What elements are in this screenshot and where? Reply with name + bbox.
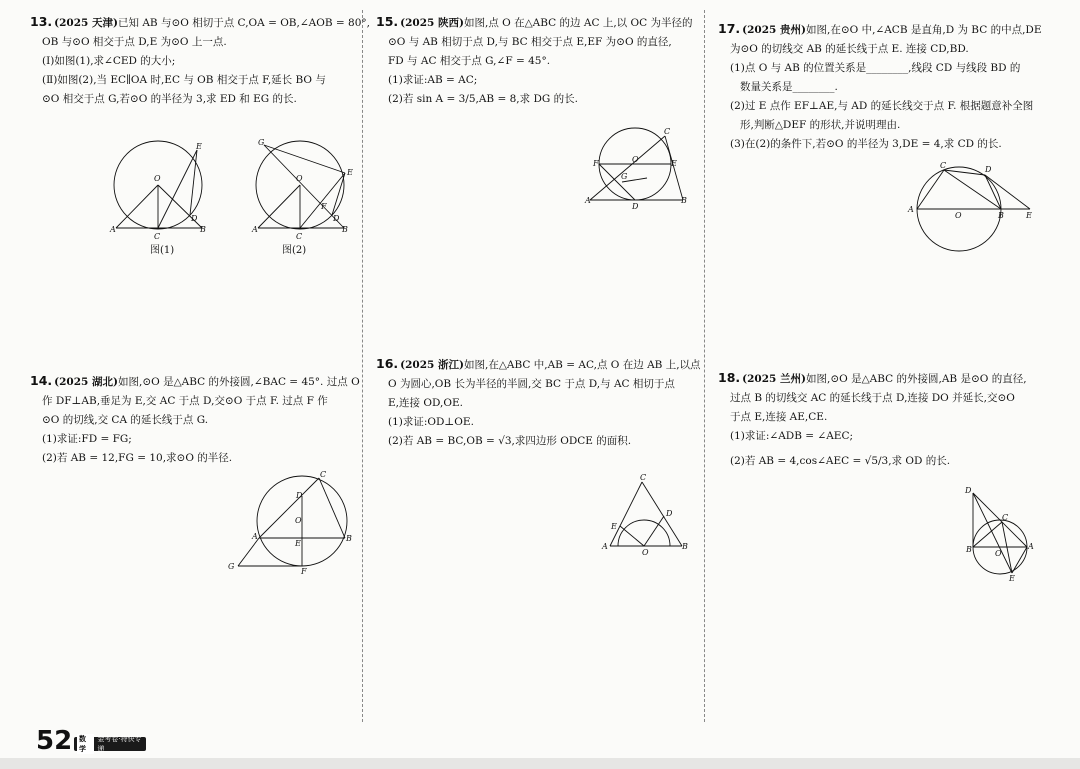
figure-point-label: C bbox=[296, 232, 303, 241]
problem-text: (2)若 sin A = 3/5,AB = 8,求 DG 的长. bbox=[388, 93, 578, 105]
figure-point-label: E bbox=[295, 539, 301, 548]
problem-text: (1)求证:∠ADB = ∠AEC; bbox=[730, 430, 854, 442]
problem-text: ⊙O 相交于点 G,若⊙O 的半径为 3,求 ED 和 EG 的长. bbox=[42, 93, 297, 105]
problem-number: 17. bbox=[718, 21, 741, 36]
figure-point-label: F bbox=[301, 567, 307, 576]
problem-text: (2)若 AB = 4,cos∠AEC = √5/3,求 OD 的长. bbox=[730, 455, 951, 467]
figure-point-label: O bbox=[995, 549, 1002, 558]
problem-17 bbox=[718, 19, 1058, 154]
figure-point-label: C bbox=[940, 161, 947, 170]
problem-text: (3)在(2)的条件下,若⊙O 的半径为 3,DE = 4,求 CD 的长. bbox=[730, 138, 1002, 150]
problem-text: 于点 E,连接 AE,CE. bbox=[730, 411, 828, 423]
problem-text: (1)求证:OD⊥OE. bbox=[388, 416, 474, 428]
problem-source: (2025 天津) bbox=[54, 17, 118, 29]
figure-point-label: F bbox=[593, 159, 599, 168]
problem-text: OB 与⊙O 相交于点 D,E 为⊙O 上一点. bbox=[42, 36, 227, 48]
page-number: 52 bbox=[36, 726, 73, 756]
problem-text: O 为圆心,OB 长为半径的半圆,交 BC 于点 D,与 AC 相切于点 bbox=[388, 378, 675, 390]
figure-point-label: B bbox=[682, 542, 688, 551]
problem-number: 18. bbox=[718, 370, 741, 385]
figure-point-label: A bbox=[110, 225, 116, 234]
figure-point-label: D bbox=[666, 509, 673, 518]
figure-point-label: A bbox=[908, 205, 914, 214]
problem-text: 形,判断△DEF 的形状,并说明理由. bbox=[740, 119, 901, 131]
bottom-edge bbox=[0, 758, 1080, 769]
problem-15 bbox=[376, 12, 701, 109]
figure-point-label: E bbox=[671, 159, 677, 168]
figure-point-label: O bbox=[955, 211, 962, 220]
problem-text: (2)过 E 点作 EF⊥AE,与 AD 的延长线交于点 F. 根据题意补全图 bbox=[730, 100, 1034, 112]
problem-16 bbox=[376, 354, 701, 451]
figure-14 bbox=[228, 468, 358, 576]
figure-caption: 图(1) bbox=[150, 245, 175, 256]
figure-point-label: O bbox=[296, 174, 303, 183]
problem-source: (2025 湖北) bbox=[54, 376, 118, 388]
figure-13-2 bbox=[252, 135, 362, 240]
figure-point-label: C bbox=[664, 127, 671, 136]
figure-point-label: A bbox=[252, 225, 258, 234]
problem-text: (2)若 AB = BC,OB = √3,求四边形 ODCE 的面积. bbox=[388, 435, 632, 447]
figure-point-label: D bbox=[965, 486, 972, 495]
figure-16 bbox=[602, 474, 692, 559]
figure-point-label: G bbox=[258, 138, 265, 147]
problem-18 bbox=[718, 368, 1058, 471]
figure-point-label: O bbox=[642, 548, 649, 557]
figure-point-label: C bbox=[640, 473, 647, 482]
figure-13-1 bbox=[110, 135, 220, 240]
figure-point-label: E bbox=[1026, 211, 1032, 220]
figure-point-label: A bbox=[1028, 542, 1034, 551]
problem-text: 如图,在⊙O 中,∠ACB 是直角,D 为 BC 的中点,DE bbox=[805, 24, 1042, 36]
figure-point-label: E bbox=[1009, 574, 1015, 583]
problem-text: 作 DF⊥AB,垂足为 E,交 AC 于点 D,交⊙O 于点 F. 过点 F 作 bbox=[42, 395, 328, 407]
problem-source: (2025 浙江) bbox=[400, 359, 464, 371]
figure-17 bbox=[908, 160, 1038, 252]
problem-text: 如图,点 O 在△ABC 的边 AC 上,以 OC 为半径的 bbox=[463, 17, 693, 29]
problem-text: 为⊙O 的切线交 AB 的延长线于点 E. 连接 CD,BD. bbox=[730, 43, 969, 55]
figure-point-label: A bbox=[252, 532, 258, 541]
figure-point-label: D bbox=[296, 491, 303, 500]
problem-13 bbox=[30, 12, 370, 109]
figure-point-label: G bbox=[621, 172, 628, 181]
problem-text: (1)点 O 与 AB 的位置关系是________,线段 CD 与线段 BD 的 bbox=[730, 62, 1021, 74]
problem-number: 15. bbox=[376, 14, 399, 29]
figure-point-label: E bbox=[347, 168, 353, 177]
figure-point-label: C bbox=[320, 470, 327, 479]
badge-subject: 数学 bbox=[77, 734, 94, 754]
problem-text: 如图,⊙O 是△ABC 的外接圆,∠BAC = 45°. 过点 O bbox=[117, 376, 360, 388]
figure-caption: 图(2) bbox=[282, 245, 307, 256]
badge-text: 金考卷·特快专递 bbox=[97, 735, 142, 753]
figure-point-label: A bbox=[585, 196, 591, 205]
problem-text: (1)求证:FD = FG; bbox=[42, 433, 132, 445]
figure-point-label: F bbox=[321, 202, 327, 211]
figure-point-label: D bbox=[191, 214, 198, 223]
figure-point-label: E bbox=[196, 142, 202, 151]
figure-point-label: C bbox=[154, 232, 161, 241]
figure-point-label: D bbox=[985, 165, 992, 174]
figure-point-label: A bbox=[602, 542, 608, 551]
problem-number: 13. bbox=[30, 14, 53, 29]
figure-point-label: G bbox=[228, 562, 235, 571]
problem-text: (Ⅰ)如图(1),求∠CED 的大小; bbox=[42, 55, 176, 67]
problem-text: 数量关系是________. bbox=[740, 81, 838, 93]
figure-point-label: B bbox=[200, 225, 206, 234]
problem-text: 如图,在△ABC 中,AB = AC,点 O 在边 AB 上,以点 bbox=[463, 359, 701, 371]
figure-point-label: B bbox=[346, 534, 352, 543]
problem-text: (2)若 AB = 12,FG = 10,求⊙O 的半径. bbox=[42, 452, 233, 464]
figure-point-label: C bbox=[1002, 513, 1009, 522]
problem-text: (Ⅱ)如图(2),当 EC∥OA 时,EC 与 OB 相交于点 F,延长 BO 与 bbox=[42, 74, 326, 86]
figure-point-label: O bbox=[632, 155, 639, 164]
figure-point-label: O bbox=[295, 516, 302, 525]
figure-15 bbox=[585, 126, 695, 211]
problem-source: (2025 贵州) bbox=[742, 24, 806, 36]
problem-text: 已知 AB 与⊙O 相切于点 C,OA = OB,∠AOB = 80°, bbox=[117, 17, 370, 29]
figure-point-label: D bbox=[333, 214, 340, 223]
problem-text: FD 与 AC 相交于点 G,∠F = 45°. bbox=[388, 55, 551, 67]
figure-18 bbox=[962, 485, 1037, 583]
figure-point-label: B bbox=[342, 225, 348, 234]
problem-source: (2025 兰州) bbox=[742, 373, 806, 385]
problem-14 bbox=[30, 371, 360, 468]
problem-number: 14. bbox=[30, 373, 53, 388]
figure-point-label: E bbox=[611, 522, 617, 531]
column-divider bbox=[704, 10, 705, 722]
problem-text: (1)求证:AB = AC; bbox=[388, 74, 478, 86]
figure-point-label: B bbox=[998, 211, 1004, 220]
column-divider bbox=[362, 10, 363, 722]
problem-text: E,连接 OD,OE. bbox=[388, 397, 463, 409]
figure-point-label: B bbox=[966, 545, 972, 554]
problem-source: (2025 陕西) bbox=[400, 17, 464, 29]
problem-text: 过点 B 的切线交 AC 的延长线于点 D,连接 DO 并延长,交⊙O bbox=[730, 392, 1015, 404]
figure-point-label: O bbox=[154, 174, 161, 183]
problem-text: ⊙O 与 AB 相切于点 D,与 BC 相交于点 E,EF 为⊙O 的直径, bbox=[388, 36, 672, 48]
problem-text: 如图,⊙O 是△ABC 的外接圆,AB 是⊙O 的直径, bbox=[805, 373, 1027, 385]
problem-text: ⊙O 的切线,交 CA 的延长线于点 G. bbox=[42, 414, 209, 426]
figure-point-label: D bbox=[632, 202, 639, 211]
figure-point-label: B bbox=[681, 196, 687, 205]
problem-number: 16. bbox=[376, 356, 399, 371]
book-badge bbox=[74, 737, 146, 751]
